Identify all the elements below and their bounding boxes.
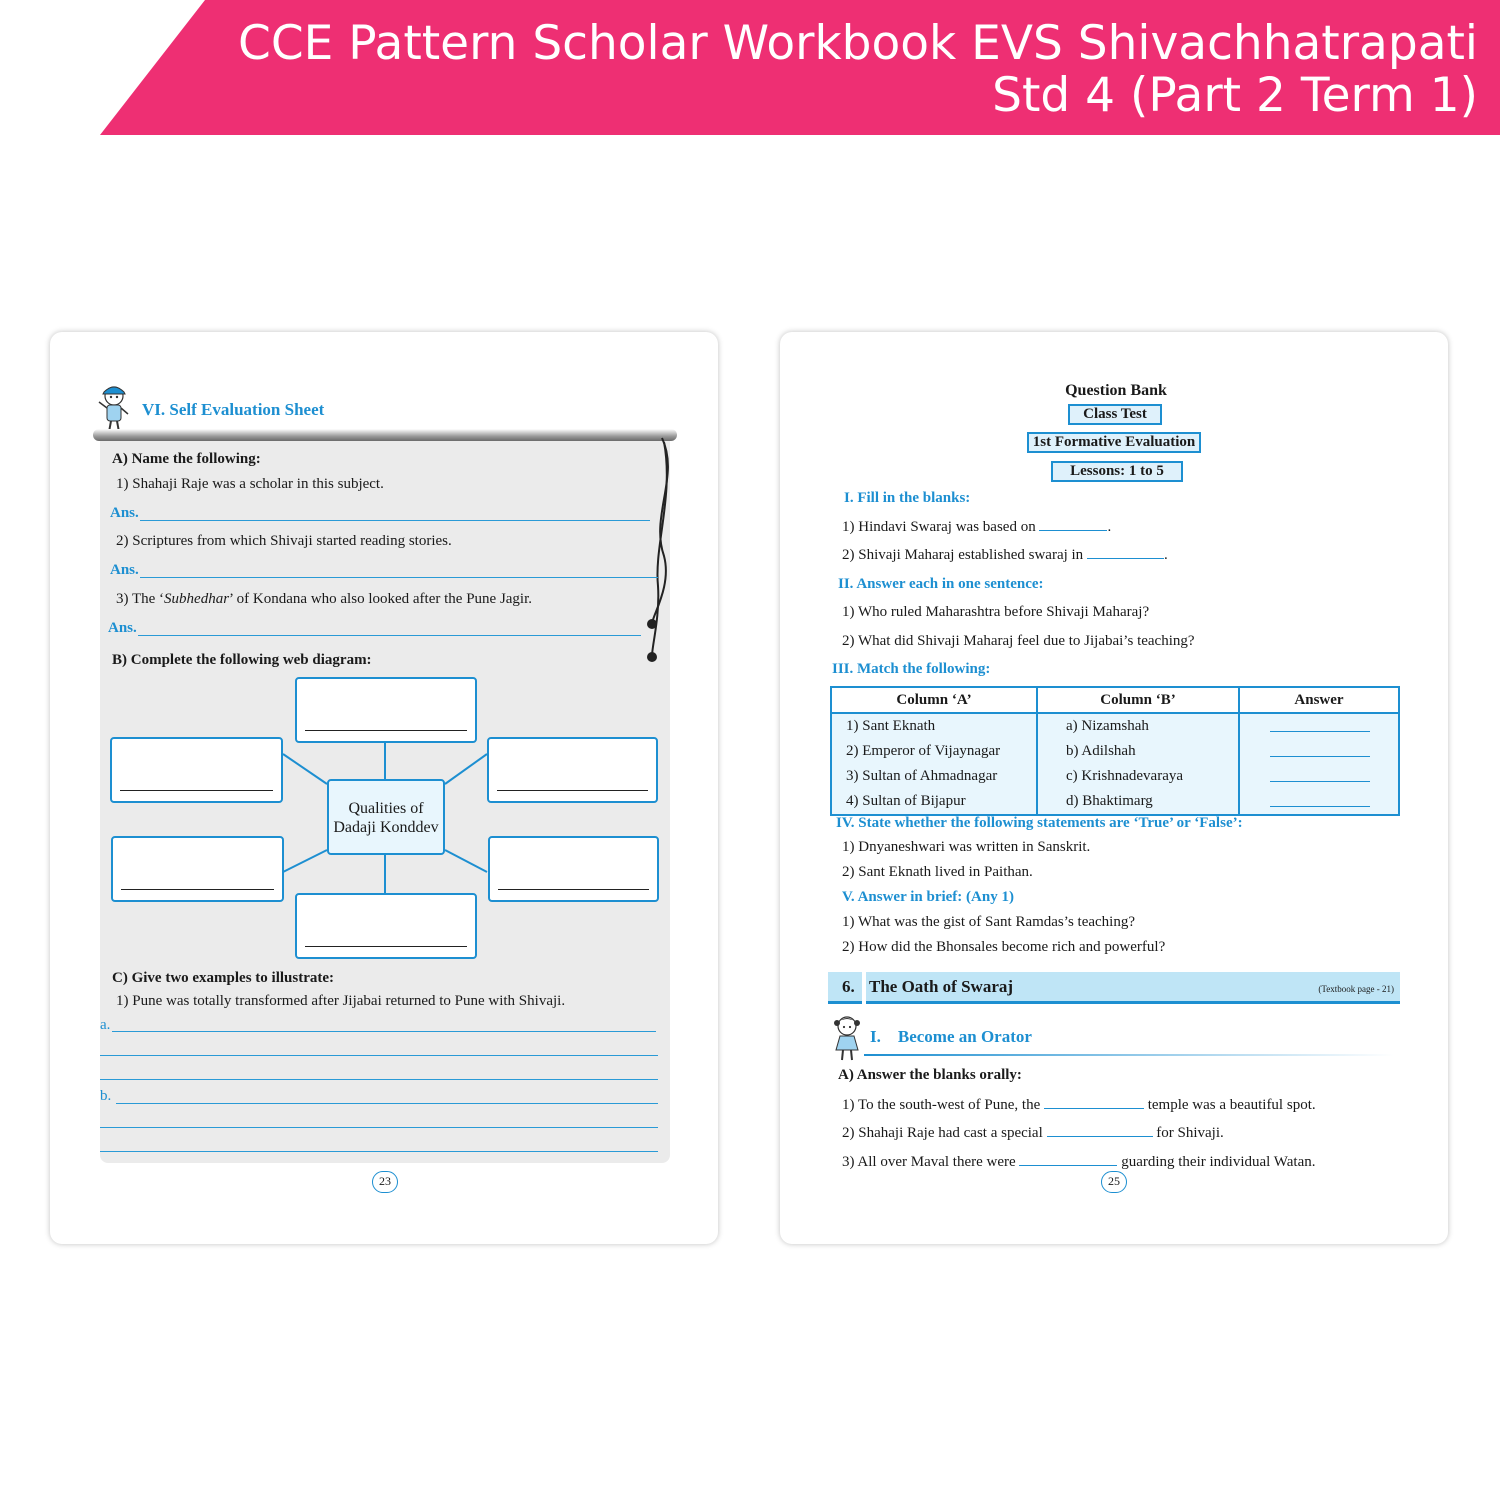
chapter-number: 6. bbox=[842, 977, 855, 996]
chapter-divider bbox=[862, 972, 866, 1004]
web-answer-line bbox=[498, 889, 649, 890]
web-answer-line bbox=[120, 790, 273, 791]
column-b-cells bbox=[1037, 713, 1239, 815]
answer-line[interactable] bbox=[1270, 739, 1370, 757]
web-answer-box-top-left[interactable] bbox=[110, 737, 283, 803]
orator-blank-line[interactable] bbox=[1019, 1152, 1117, 1166]
web-answer-box-top-right[interactable] bbox=[487, 737, 658, 803]
orator-underline bbox=[864, 1054, 1394, 1056]
example-label-b: b. bbox=[100, 1088, 112, 1104]
column-b-item: d) Bhaktimarg bbox=[1066, 793, 1153, 809]
fill-blank-line[interactable] bbox=[1087, 558, 1164, 559]
orator-q3-end: guarding their individual Watan. bbox=[1121, 1154, 1316, 1170]
column-a-item: 2) Emperor of Vijaynagar bbox=[846, 743, 1001, 759]
banner-title-line1: CCE Pattern Scholar Workbook EVS Shivachhatrapati bbox=[238, 16, 1478, 71]
orator-blank-line[interactable] bbox=[1047, 1123, 1153, 1137]
orator-blank-line[interactable] bbox=[1044, 1095, 1144, 1109]
center-label-line2: Dadaji Konddev bbox=[333, 819, 439, 836]
answer-label: Ans. bbox=[110, 505, 139, 521]
banner-title-line2: Std 4 (Part 2 Term 1) bbox=[992, 68, 1478, 123]
answer-slot bbox=[1240, 789, 1398, 814]
section-c-heading: C) Give two examples to illustrate: bbox=[112, 970, 335, 986]
column-b-item: a) Nizamshah bbox=[1066, 718, 1149, 734]
title-banner bbox=[0, 0, 1500, 135]
orator-q1-start: 1) To the south-west of Pune, the bbox=[842, 1097, 1041, 1113]
question-a2: 2) Scriptures from which Shivaji started reading stories. bbox=[116, 533, 452, 549]
page-number: 25 bbox=[1101, 1171, 1127, 1193]
center-label-line1: Qualities of bbox=[348, 800, 424, 817]
web-answer-box-top[interactable] bbox=[295, 677, 477, 743]
true-false-q2: 2) Sant Eknath lived in Paithan. bbox=[842, 864, 1033, 880]
question-a3-start: 3) The ‘ bbox=[116, 591, 165, 607]
section-one-sentence-heading: II. Answer each in one sentence: bbox=[838, 576, 1044, 592]
brief-q2: 2) How did the Bhonsales become rich and powerful? bbox=[842, 939, 1166, 955]
answer-line[interactable] bbox=[1270, 789, 1370, 807]
answer-slot bbox=[1240, 714, 1398, 739]
one-sentence-q2: 2) What did Shivaji Maharaj feel due to Jijabai’s teaching? bbox=[842, 633, 1195, 649]
web-answer-line bbox=[121, 889, 274, 890]
answer-header: Answer bbox=[1239, 687, 1399, 713]
fill-blank-line[interactable] bbox=[1039, 530, 1107, 531]
column-a-item: 3) Sultan of Ahmadnagar bbox=[846, 768, 998, 784]
question-a1: 1) Shahaji Raje was a scholar in this subject. bbox=[116, 476, 384, 492]
workbook-page-25 bbox=[780, 332, 1448, 1244]
section-fill-blanks-heading: I. Fill in the blanks: bbox=[844, 490, 971, 506]
formative-evaluation-tag: 1st Formative Evaluation bbox=[1027, 432, 1201, 453]
column-b-item: c) Krishnadevaraya bbox=[1066, 768, 1184, 784]
example-line[interactable] bbox=[100, 1127, 658, 1128]
orator-q2-end: for Shivaji. bbox=[1156, 1125, 1224, 1141]
answer-label: Ans. bbox=[110, 562, 139, 578]
one-sentence-q1: 1) Who ruled Maharashtra before Shivaji Maharaj? bbox=[842, 604, 1150, 620]
section-b-heading: B) Complete the following web diagram: bbox=[112, 652, 372, 668]
column-a-item: 1) Sant Eknath bbox=[846, 718, 936, 734]
true-false-q1: 1) Dnyaneshwari was written in Sanskrit. bbox=[842, 839, 1091, 855]
section-match-heading: III. Match the following: bbox=[832, 661, 991, 677]
orator-q2 bbox=[842, 1123, 1224, 1142]
question-a3-end: ’ of Kondana who also looked after the Pune Jagir. bbox=[229, 591, 533, 607]
web-answer-box-bottom-left[interactable] bbox=[111, 836, 284, 902]
fill-blank-q2-text: 2) Shivaji Maharaj established swaraj in bbox=[842, 547, 1087, 563]
lessons-tag: Lessons: 1 to 5 bbox=[1051, 461, 1183, 482]
orator-q1 bbox=[842, 1095, 1316, 1114]
web-answer-line bbox=[497, 790, 648, 791]
girl-mascot-icon bbox=[832, 1014, 862, 1062]
question-a3-term: Subhedhar bbox=[164, 591, 230, 607]
column-a-item: 4) Sultan of Bijapur bbox=[846, 793, 966, 809]
orator-q2-start: 2) Shahaji Raje had cast a special bbox=[842, 1125, 1043, 1141]
column-a-cells bbox=[831, 713, 1037, 815]
orator-heading: I. Become an Orator bbox=[870, 1027, 1032, 1046]
column-a-header: Column ‘A’ bbox=[831, 687, 1037, 713]
answer-line[interactable] bbox=[1270, 714, 1370, 732]
answer-cells bbox=[1239, 713, 1399, 815]
web-answer-line bbox=[305, 730, 467, 731]
answer-label: Ans. bbox=[108, 620, 137, 636]
match-table bbox=[830, 686, 1400, 816]
example-label-a: a. bbox=[100, 1017, 111, 1033]
section-title-self-evaluation: VI. Self Evaluation Sheet bbox=[142, 400, 325, 419]
section-a-heading: A) Name the following: bbox=[112, 451, 261, 467]
example-line[interactable] bbox=[116, 1103, 658, 1104]
web-answer-line bbox=[305, 946, 467, 947]
section-true-false-heading: IV. State whether the following statements are ‘True’ or ‘False’: bbox=[836, 815, 1243, 831]
fill-blank-q2: 2) Shivaji Maharaj established swaraj in . bbox=[842, 547, 1168, 563]
answer-line[interactable] bbox=[1270, 764, 1370, 782]
example-line[interactable] bbox=[100, 1079, 658, 1080]
web-answer-box-bottom-right[interactable] bbox=[488, 836, 659, 902]
banner-title bbox=[178, 18, 1478, 122]
brief-q1: 1) What was the gist of Sant Ramdas’s teaching? bbox=[842, 914, 1135, 930]
orator-subheading: A) Answer the blanks orally: bbox=[838, 1067, 1022, 1083]
answer-slot bbox=[1240, 739, 1398, 764]
orator-q1-end: temple was a beautiful spot. bbox=[1147, 1097, 1316, 1113]
answer-slot bbox=[1240, 764, 1398, 789]
question-c1: 1) Pune was totally transformed after Jijabai returned to Pune with Shivaji. bbox=[116, 993, 566, 1009]
fill-blank-q1: 1) Hindavi Swaraj was based on . bbox=[842, 519, 1112, 535]
web-answer-box-bottom[interactable] bbox=[295, 893, 477, 959]
web-diagram-center bbox=[327, 779, 445, 855]
page-number: 23 bbox=[372, 1171, 398, 1193]
column-b-item: b) Adilshah bbox=[1066, 743, 1136, 759]
chapter-header bbox=[828, 972, 1400, 1004]
example-line[interactable] bbox=[112, 1031, 656, 1032]
chapter-title: The Oath of Swaraj bbox=[869, 977, 1014, 996]
example-line[interactable] bbox=[100, 1151, 658, 1152]
section-brief-heading: V. Answer in brief: (Any 1) bbox=[842, 889, 1014, 905]
workbook-page-23 bbox=[50, 332, 718, 1244]
example-line[interactable] bbox=[100, 1055, 658, 1056]
question-bank-title: Question Bank bbox=[1065, 382, 1167, 399]
column-b-header: Column ‘B’ bbox=[1037, 687, 1239, 713]
textbook-page-ref: (Textbook page - 21) bbox=[1318, 984, 1394, 994]
class-test-tag: Class Test bbox=[1068, 404, 1162, 425]
orator-q3 bbox=[842, 1152, 1316, 1171]
fill-blank-q1-text: 1) Hindavi Swaraj was based on bbox=[842, 519, 1040, 535]
orator-q3-start: 3) All over Maval there were bbox=[842, 1154, 1016, 1170]
